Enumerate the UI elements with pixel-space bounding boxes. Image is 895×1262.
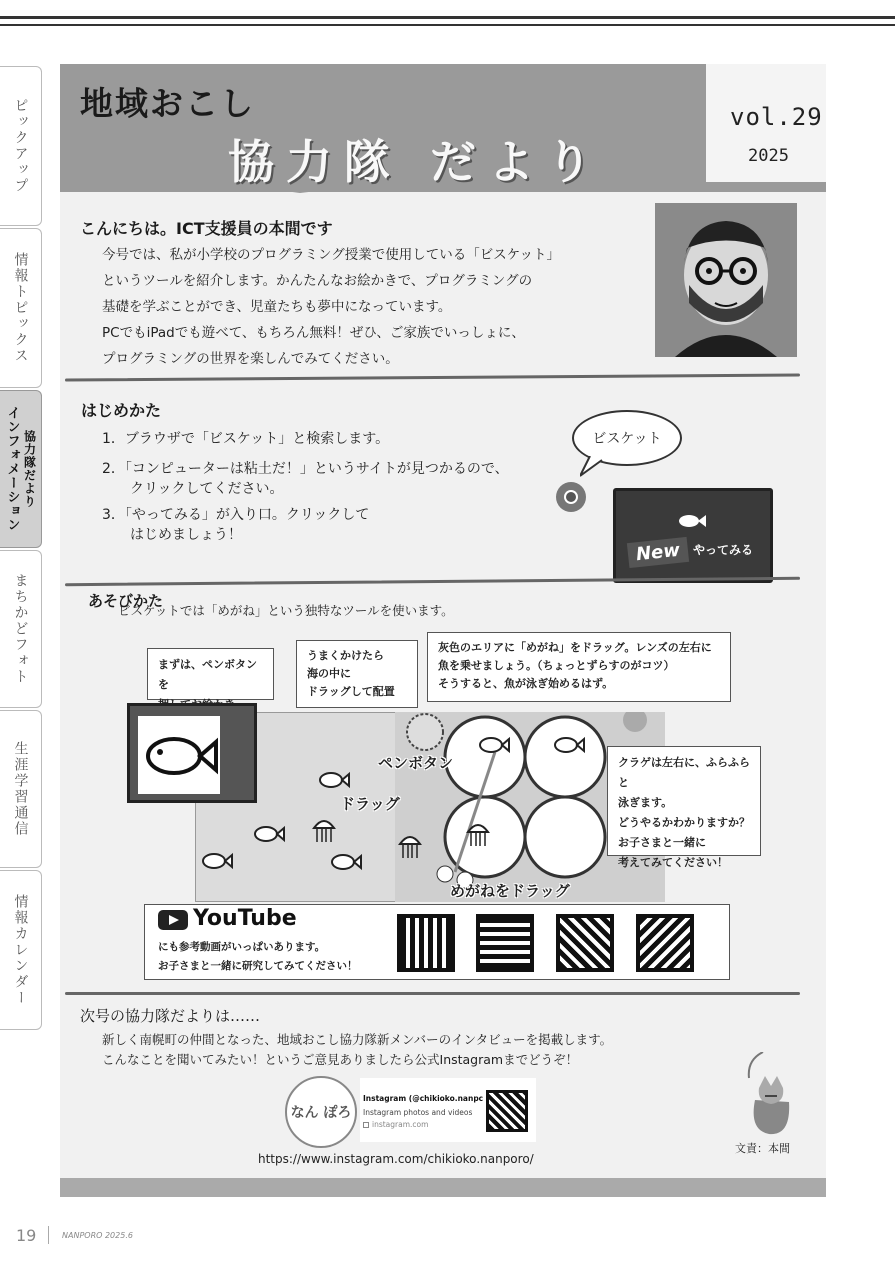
logo-text: なん ぽろ: [290, 1105, 352, 1121]
side-tab-sublabel: 協力隊だより: [22, 430, 37, 508]
note-line: 海の中に: [307, 667, 351, 680]
note-megane: [427, 632, 731, 702]
start-step: 2．「コンピューターは粘土だ！」というサイトが見つかるので、: [102, 461, 509, 477]
intro-line: というツールを紹介します。かんたんなお絵かきで、プログラミングの: [102, 273, 533, 289]
header-title-line2: 協力隊 だより: [228, 135, 605, 189]
next-body: [102, 1030, 722, 1070]
footer-separator: [48, 1226, 49, 1244]
note-line: そうすると、魚が泳ぎ始めるはず。: [438, 677, 614, 690]
side-tab-label: まちかどフォト: [12, 573, 29, 685]
qr-code-icon[interactable]: [636, 914, 694, 972]
next-heading: 次号の協力隊だよりは……: [80, 1007, 261, 1025]
instagram-subtitle: Instagram photos and videos: [363, 1108, 473, 1117]
instagram-icon: [363, 1122, 369, 1128]
author-credit: 文責：本間: [735, 1142, 790, 1155]
note-line: 魚を乗せましょう。（ちょっとずらすのがコツ）: [438, 659, 675, 672]
youtube-text: [158, 938, 358, 976]
section-divider: [65, 992, 800, 995]
youtube-brand: YouTube: [193, 906, 297, 931]
header-title-line1: 地域おこし: [80, 84, 255, 123]
page-number: 19: [16, 1226, 37, 1245]
label-megane-drag: めがねをドラッグ: [450, 882, 570, 900]
fox-mascot-icon: [741, 1052, 797, 1138]
next-line: こんなことを聞いてみたい！というご意見ありましたら公式Instagramまでどうぞ！: [102, 1052, 579, 1067]
youtube-logo-icon: [158, 910, 188, 930]
note-line: ドラッグして配置: [307, 685, 395, 698]
pen-canvas: [138, 716, 220, 794]
side-tab-calendar[interactable]: [0, 870, 42, 1030]
note-pen: [147, 648, 274, 700]
fish-icon: [201, 851, 233, 871]
author-portrait: [655, 203, 797, 357]
note-line: まずは、ペンボタンを: [158, 658, 257, 691]
top-rule-2: [0, 24, 895, 26]
intro-body: [102, 242, 642, 372]
instagram-domain: instagram.com: [372, 1120, 429, 1129]
side-tab-label: 情報カレンダー: [12, 894, 29, 1006]
qr-code-icon[interactable]: [486, 1090, 528, 1132]
label-pen-button: ペンボタン: [378, 754, 454, 772]
magazine-issue: NANPORO 2025.6: [62, 1231, 133, 1240]
portrait-illustration-icon: [655, 203, 797, 357]
note-line: クラゲは左右に、ふらふらと: [618, 756, 750, 789]
nanporo-logo: [285, 1076, 357, 1148]
start-heading: はじめかた: [81, 401, 162, 420]
intro-line: プログラミングの世界を楽しんでみてください。: [102, 351, 399, 367]
label-drag: ドラッグ: [340, 795, 400, 813]
fish-icon: [553, 735, 585, 755]
intro-line: 基礎を学ぶことができ、児童たちも夢中になっています。: [102, 299, 452, 315]
side-tab-label: 情報トピックス: [12, 252, 29, 364]
instagram-title: Instagram (@chikioko.nanpc: [363, 1094, 484, 1103]
next-line: 新しく南幌町の仲間となった、地域おこし協力隊新メンバーのインタビューを掲載します。: [102, 1032, 613, 1047]
intro-line: PCでもiPadでも遊べて、もちろん無料！ぜひ、ご家族でいっしょに、: [102, 325, 525, 341]
qr-code-icon[interactable]: [397, 914, 455, 972]
side-tab-topics[interactable]: [0, 228, 42, 388]
note-line: どうやるかわかりますか？: [618, 816, 750, 829]
search-bubble: ビスケット: [572, 410, 682, 466]
try-button[interactable]: やってみる: [693, 543, 754, 557]
side-tab-information[interactable]: [0, 390, 42, 548]
intro-heading: こんにちは。ICT支援員の本間です: [80, 219, 333, 238]
youtube-line: にも参考動画がいっぱいあります。: [158, 941, 326, 953]
jellyfish-icon: [312, 814, 336, 844]
bubble-tail: [580, 456, 610, 478]
note-line: 灰色のエリアに「めがね」をドラッグ。レンズの左右に: [438, 641, 712, 654]
qr-code-icon[interactable]: [476, 914, 534, 972]
header-year: 2025: [748, 146, 789, 166]
side-tab-learning[interactable]: [0, 710, 42, 868]
pen-canvas-thumbnail: [127, 703, 257, 803]
side-tab-label: インフォメーション: [4, 406, 20, 532]
biscuit-scene: [195, 712, 665, 902]
note-line: 泳ぎます。: [618, 796, 673, 809]
note-line: 考えてみてください！: [618, 856, 728, 869]
jellyfish-icon: [466, 818, 490, 848]
fish-icon: [676, 512, 706, 530]
instagram-url[interactable]: https://www.instagram.com/chikioko.nanporo/: [258, 1152, 534, 1166]
jellyfish-icon: [398, 830, 422, 860]
article-panel-footer-band: [60, 1178, 826, 1197]
side-tab-label: 生涯学習通信: [12, 741, 29, 837]
chrome-icon: [554, 480, 588, 514]
fish-icon: [318, 770, 350, 790]
new-badge: New: [627, 537, 689, 568]
fish-icon: [330, 852, 362, 872]
fish-drawing-icon: [138, 716, 220, 794]
biscuit-start-screen: [613, 488, 773, 583]
start-step: クリックしてください。: [130, 481, 284, 497]
play-heading: あそびかた: [88, 592, 164, 610]
side-tab-photo[interactable]: [0, 550, 42, 708]
note-line: お子さまと一緒に: [618, 836, 706, 849]
side-tab-label: ピックアップ: [12, 98, 29, 194]
youtube-line: お子さまと一緒に研究してみてください！: [158, 960, 358, 972]
top-rule-1: [0, 16, 895, 19]
fish-icon: [253, 824, 285, 844]
start-step: はじめましょう！: [130, 527, 242, 543]
start-step: 1．ブラウザで「ビスケット」と検索します。: [102, 431, 390, 447]
qr-code-icon[interactable]: [556, 914, 614, 972]
play-subtitle: ビスケットでは「めがね」という独特なツールを使います。: [118, 603, 454, 618]
start-step: 3．「やってみる」が入り口。クリックして: [102, 507, 370, 523]
side-tab-pickup[interactable]: [0, 66, 42, 226]
fish-icon: [478, 735, 510, 755]
note-jellyfish: [607, 746, 761, 869]
header-volume: vol.29: [730, 103, 823, 131]
note-place: [296, 640, 418, 708]
intro-line: 今号では、私が小学校のプログラミング授業で使用している「ビスケット」: [102, 247, 561, 263]
note-line: うまくかけたら: [307, 649, 384, 662]
